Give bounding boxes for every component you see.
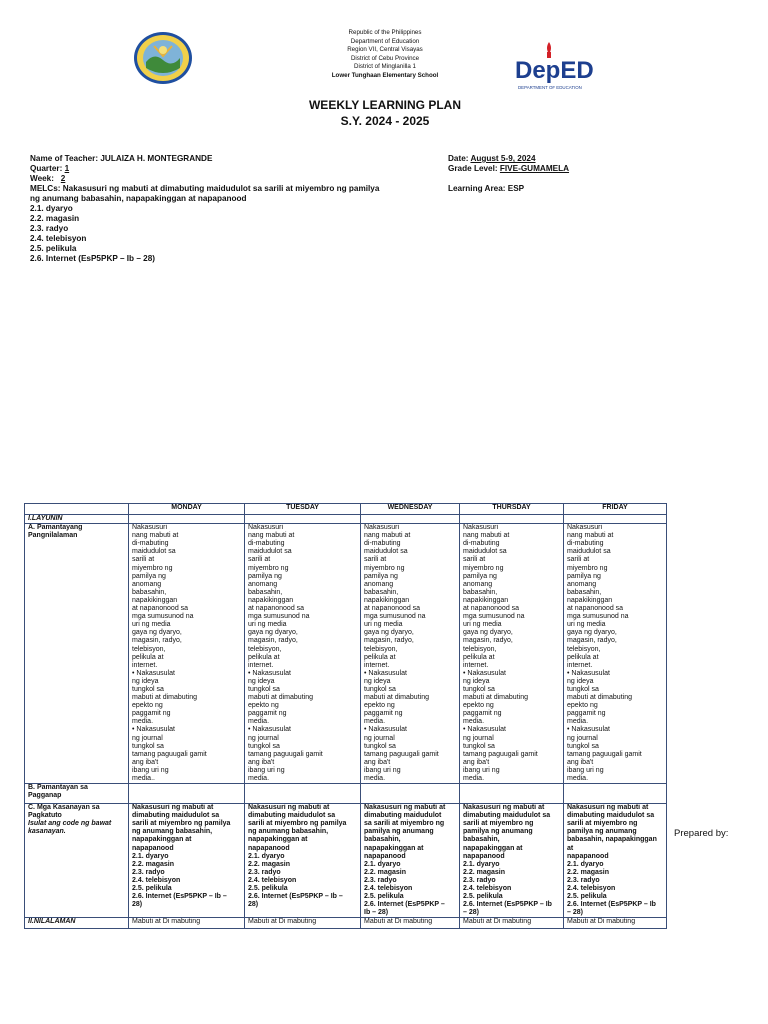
deped-logo bbox=[513, 38, 593, 94]
letterhead-line: District of Cebu Province bbox=[350, 54, 420, 62]
melcs-item: 2.4. telebisyon bbox=[30, 234, 87, 243]
melcs-item: 2.2. magasin bbox=[30, 214, 80, 223]
learning-area: Learning Area: ESP bbox=[448, 184, 525, 193]
day-header-friday: FRIDAY bbox=[564, 504, 667, 515]
skills-wednesday: Nakasusuri ng mabuti at dimabuting maidudulot sa sarili at miyembro ng pamilya ng anumang babasahin, napapakinggan at napapanood 2.1. dyaryo 2.2. magasin 2.3. radyo 2.4. telebisyon 2.5. pelikula 2.6. Internet (EsP5PKP – Ib – 28) bbox=[361, 804, 460, 918]
content-thursday: Mabuti at Di mabuting bbox=[460, 918, 564, 929]
content-monday: Mabuti at Di mabuting bbox=[129, 918, 245, 929]
weekly-plan-table bbox=[24, 503, 667, 929]
date-field bbox=[448, 154, 569, 164]
week-label: Week: bbox=[30, 174, 61, 183]
melcs-line-1: MELCs: Nakasusuri ng mabuti at dimabuting maidudulot sa sarili at miyembro ng pamilya bbox=[30, 184, 380, 193]
school-year: S.Y. 2024 - 2025 bbox=[340, 114, 430, 128]
empty-cell bbox=[361, 784, 460, 804]
grade-value: FIVE-GUMAMELA bbox=[499, 164, 570, 173]
section-label-layunin: I.LAYUNIN bbox=[25, 515, 129, 524]
empty-cell bbox=[245, 515, 361, 524]
letterhead-line: Republic of the Philippines bbox=[348, 29, 422, 36]
deped-logo-subtext: DEPARTMENT OF EDUCATION bbox=[518, 85, 582, 90]
quarter-label: Quarter: bbox=[30, 164, 65, 173]
grade-label: Grade Level: bbox=[448, 164, 500, 173]
melcs-item: 2.1. dyaryo bbox=[30, 204, 73, 213]
empty-cell bbox=[460, 515, 564, 524]
quarter-value: 1 bbox=[64, 164, 70, 173]
quarter-field bbox=[30, 164, 379, 174]
skills-thursday: Nakasusuri ng mabuti at dimabuting maidudulot sa sarili at miyembro ng pamilya ng anumang babasahin, napapakinggan at napapanood 2.1. dyaryo 2.2. magasin 2.3. radyo 2.4. telebisyon 2.5. pelikula 2.6. Internet (EsP5PKP – Ib – 28) bbox=[460, 804, 564, 918]
skills-monday: Nakasusuri ng mabuti at dimabuting maidudulot sa sarili at miyembro ng pamilya ng anumang babasahin, napapakinggan at napapanood 2.1. dyaryo 2.2. magasin 2.3. radyo 2.4. telebisyon 2.5. pelikula 2.6. Internet (EsP5PKP – Ib – 28) bbox=[129, 804, 245, 918]
date-value: August 5-9, 2024 bbox=[470, 154, 536, 163]
date-label: Date: bbox=[448, 154, 471, 163]
table-row-kasanayan bbox=[25, 804, 667, 918]
deped-logo-text: DepED bbox=[515, 57, 593, 84]
row-label-c-cell bbox=[25, 804, 129, 918]
objective-wednesday: Nakasusuri nang mabuti at di-mabuting maidudulot sa sarili at miyembro ng pamilya ng anomang babasahin, napakikinggan at napanonood sa mga sumusunod na uri ng media gaya ng dyaryo, magasin, radyo, telebisyon, pelikula at internet. • Nakasusulat ng ideya tungkol sa mabuti at dimabuting epekto ng paggamit ng media. • Nakasusulat ng journal tungkol sa tamang paguugali gamit ang iba't ibang uri ng media. bbox=[361, 524, 460, 784]
day-header-tuesday: TUESDAY bbox=[245, 504, 361, 515]
skills-tuesday: Nakasusuri ng mabuti at dimabuting maidudulot sa sarili at miyembro ng pamilya ng anumang babasahin, napapakinggan at napapanood 2.1. dyaryo 2.2. magasin 2.3. radyo 2.4. telebisyon 2.5. pelikula 2.6. Internet (EsP5PKP – Ib – 28) bbox=[245, 804, 361, 918]
table-row-pamantayang-pangnilalaman bbox=[25, 524, 667, 784]
teacher-info bbox=[30, 154, 379, 264]
grade-field bbox=[448, 164, 569, 174]
content-friday: Mabuti at Di mabuting bbox=[564, 918, 667, 929]
table-header-row bbox=[25, 504, 667, 515]
empty-cell bbox=[129, 515, 245, 524]
section-row-nilalaman bbox=[25, 918, 667, 929]
document-title bbox=[250, 97, 520, 129]
letterhead-line: Department of Education bbox=[350, 37, 420, 45]
empty-cell bbox=[460, 784, 564, 804]
empty-cell bbox=[564, 784, 667, 804]
table-row-pamantayan-sa-pagganap bbox=[25, 784, 667, 804]
objective-monday: Nakasusuri nang mabuti at di-mabuting maidudulot sa sarili at miyembro ng pamilya ng anomang babasahin, napakikinggan at napanonood sa mga sumusunod na uri ng media gaya ng dyaryo, magasin, radyo, telebisyon, pelikula at internet. • Nakasusulat ng ideya tungkol sa mabuti at dimabuting epekto ng paggamit ng media. • Nakasusulat ng journal tungkol sa tamang paguugali gamit ang iba't ibang uri ng media.. bbox=[129, 524, 245, 784]
section-label-nilalaman: II.NILALAMAN bbox=[25, 918, 129, 929]
row-label-b: B. Pamantayan sa Pagganap bbox=[25, 784, 129, 804]
melcs-item: 2.3. radyo bbox=[30, 224, 69, 233]
prepared-by-label: Prepared by: bbox=[674, 828, 729, 839]
class-info bbox=[448, 154, 569, 194]
objective-thursday: Nakasusuri nang mabuti at di-mabuting maidudulot sa sarili at miyembro ng pamilya ng anomang babasahin, napakikinggan at napanonood sa mga sumusunod na uri ng media gaya ng dyaryo, magasin, radyo, telebisyon, pelikula at internet. • Nakasusulat ng ideya tungkol sa mabuti at dimabuting epekto ng paggamit ng media. • Nakasusulat ng journal tungkol sa tamang paguugali gamit ang iba't ibang uri ng media. bbox=[460, 524, 564, 784]
letterhead bbox=[280, 29, 490, 81]
day-header-wednesday: WEDNESDAY bbox=[361, 504, 460, 515]
row-label-c: C. Mga Kasanayan sa Pagkatuto bbox=[28, 804, 100, 820]
section-row-layunin bbox=[25, 515, 667, 524]
empty-cell bbox=[361, 515, 460, 524]
empty-cell bbox=[245, 784, 361, 804]
letterhead-line: District of Minglanilla 1 bbox=[354, 63, 416, 71]
division-seal-logo bbox=[132, 30, 194, 86]
empty-cell bbox=[564, 515, 667, 524]
plan-title: WEEKLY LEARNING PLAN bbox=[308, 98, 461, 112]
skills-friday: Nakasusuri ng mabuti at dimabuting maidudulot sa sarili at miyembro ng pamilya ng anumang babasahin, napapakinggan at napapanood 2.1. dyaryo 2.2. magasin 2.3. radyo 2.4. telebisyon 2.5. pelikula 2.6. Internet (EsP5PKP – Ib – 28) bbox=[564, 804, 667, 918]
letterhead-line: Region VII, Central Visayas bbox=[347, 46, 423, 54]
school-name: Lower Tunghaan Elementary School bbox=[331, 71, 439, 79]
row-label-a: A. Pamantayang Pangnilalaman bbox=[25, 524, 129, 784]
week-field bbox=[30, 174, 379, 184]
objective-friday: Nakasusuri nang mabuti at di-mabuting maidudulot sa sarili at miyembro ng pamilya ng anomang babasahin, napakikinggan at napanonood sa mga sumusunod na uri ng media gaya ng dyaryo, magasin, radyo, telebisyon, pelikula at internet. • Nakasusulat ng ideya tungkol sa mabuti at dimabuting epekto ng paggamit ng media. • Nakasusulat ng journal tungkol sa tamang paguugali gamit ang iba't ibang uri ng media. bbox=[564, 524, 667, 784]
melcs-line-2: ng anumang babasahin, napapakinggan at napapanood bbox=[30, 194, 247, 203]
content-wednesday: Mabuti at Di mabuting bbox=[361, 918, 460, 929]
melcs-item: 2.5. pelikula bbox=[30, 244, 77, 253]
empty-cell bbox=[129, 784, 245, 804]
corner-cell bbox=[25, 504, 129, 515]
row-c-note: Isulat ang code ng bawat kasanayan. bbox=[28, 820, 112, 836]
content-tuesday: Mabuti at Di mabuting bbox=[245, 918, 361, 929]
day-header-thursday: THURSDAY bbox=[460, 504, 564, 515]
objective-tuesday: Nakasusuri nang mabuti at di-mabuting maidudulot sa sarili at miyembro ng pamilya ng anomang babasahin, napakikinggan at napanonood sa mga sumusunod na uri ng media gaya ng dyaryo, magasin, radyo, telebisyon, pelikula at internet. • Nakasusulat ng ideya tungkol sa mabuti at dimabuting epekto ng paggamit ng media. • Nakasusulat ng journal tungkol sa tamang paguugali gamit ang iba't ibang uri ng media. bbox=[245, 524, 361, 784]
melcs-item: 2.6. Internet (EsP5PKP – Ib – 28) bbox=[30, 254, 155, 263]
day-header-monday: MONDAY bbox=[129, 504, 245, 515]
teacher-name: Name of Teacher: JULAIZA H. MONTEGRANDE bbox=[30, 154, 213, 163]
week-value: 2 bbox=[60, 174, 66, 183]
